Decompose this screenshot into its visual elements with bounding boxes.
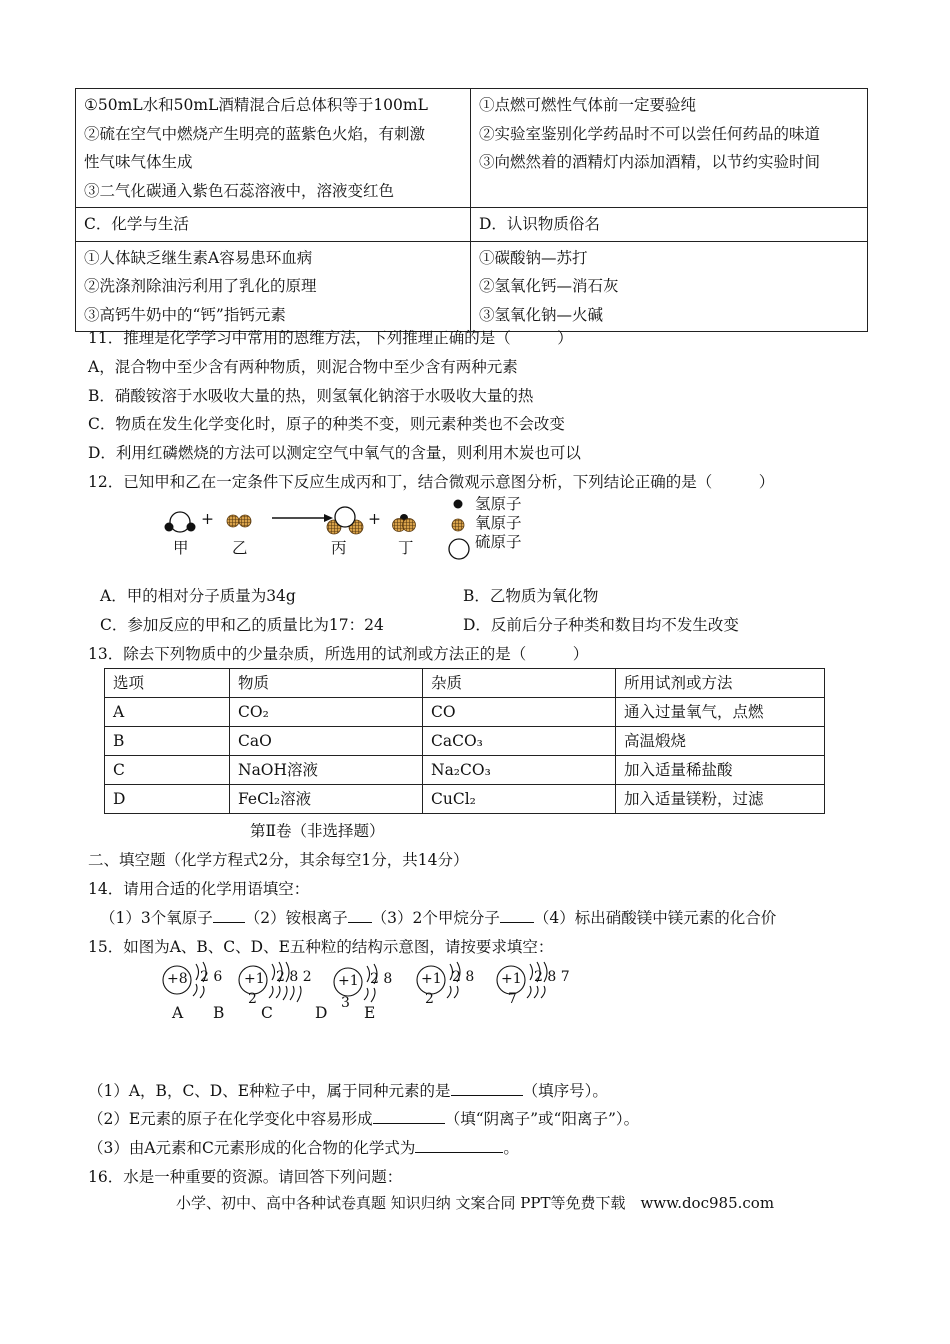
oxygen-atom-icon [452,519,464,531]
table-cell: CO [423,698,616,727]
label-jia: 甲 [173,539,189,557]
sulfur-atom-icon [449,539,469,559]
particle-letter: E [364,1004,376,1022]
hydrogen-atom [165,523,174,532]
label-bing: 丙 [331,539,347,557]
q12-option-b: B．乙物质为氧化物 [463,587,599,605]
cell-line: ②硫在空气中燃烧产生明亮的蓝紫色火焰，有刺激 [84,124,426,143]
nucleus-charge: +1 [421,971,442,987]
question-13-stem: 13．除去下列物质中的少量杂质，所选用的试剂或方法正的是（ ） [88,645,589,663]
answer-blank[interactable] [348,908,372,923]
plus-sign: + [201,510,214,528]
cell-line: ①人体缺乏继生素A容易患环血病 [84,248,313,267]
cell-line: ③二气化碳通入紫色石蕊溶液中，溶液变红色 [84,181,395,200]
table-cell [471,241,868,332]
cell-line: ②实验室鉴别化学药品时不可以尝任何药品的味道 [479,124,821,143]
q11-option-b: B．硝酸铵溶于水吸收大量的热，则氢氧化钠溶于水吸收大量的热 [88,387,534,405]
table-cell: CaCO₃ [423,727,616,756]
molecule-yi [227,515,251,527]
table-header: 物质 [230,669,423,698]
legend-sulfur: 硫原子 [475,533,522,551]
answer-blank[interactable] [373,1109,445,1124]
nucleus-charge: +1 [244,971,265,987]
cell-line: ③氢氧化钠—火碱 [479,305,604,324]
q11-option-d: D．利用红磷燃烧的方法可以测定空气中氧气的含量，则利用木炭也可以 [88,444,581,462]
table-cell: 通入过量氧气，点燃 [616,698,825,727]
sulfur-atom [335,507,355,527]
answer-blank[interactable] [415,1138,503,1153]
label-ding: 丁 [398,539,414,557]
electron-shells: 2 8 2 [276,969,312,985]
q15-part-1-text: （1）A，B，C、D、E种粒子中，属于同种元素的是 [88,1082,451,1100]
question-15-stem: 15．如图为A、B、C、D、E五种粒的结构示意图，请按要求填空： [88,938,554,956]
table-cell: 高温煅烧 [616,727,825,756]
table-header: 所用试剂或方法 [616,669,825,698]
hydrogen-atom-icon [454,500,463,509]
q15-part-3-text: （3）由A元素和C元素形成的化合物的化学式为 [88,1139,416,1157]
table-cell: NaOH溶液 [230,756,423,785]
cell-line: ③高钙牛奶中的“钙”指钙元素 [84,305,286,324]
table-cell: B [105,727,230,756]
electron-shells: 2 8 [370,971,393,987]
q14-part-3: （3）2个甲烷分子 [371,909,500,927]
q15-part-3 [88,1136,519,1158]
table-cell: C．化学与生活 [76,208,471,242]
table-cell: Na₂CO₃ [423,756,616,785]
table-cell: D [105,785,230,814]
cell-line: ①点燃可燃性气体前一定要验纯 [479,96,697,114]
q15-part-1 [88,1079,608,1101]
question-12-stem: 12．已知甲和乙在一定条件下反应生成丙和丁，结合微观示意图分析，下列结论正确的是（ ） [88,473,775,491]
table-row [105,756,825,785]
cell-line: ①50mL水和50mL酒精混合后总体积等于100mL [84,96,428,114]
impurity-table [104,668,825,814]
particle-letter: B [213,1004,225,1022]
table-cell: A [105,698,230,727]
molecule-bing [327,507,363,534]
oxygen-atom [403,519,416,532]
plus-sign: + [368,510,381,528]
q12-option-c: C．参加反应的甲和乙的质量比为17：24 [100,616,384,634]
table-cell [76,89,471,208]
atom-subscript: 2 [248,991,257,1007]
q15-part-2-suffix: （填“阴离子”或“阳离子”）。 [444,1110,640,1128]
question-11-stem: 11．推理是化学学习中常用的恩维方法，下列推理正确的是（ ） [88,329,573,347]
q15-part-2 [88,1107,639,1129]
page-footer: 小学、初中、高中各种试卷真题 知识归纳 文案合同 PPT等免费下载 www.doc985.com [175,1194,775,1212]
nucleus-charge: +1 [501,971,522,987]
table-cell: CaO [230,727,423,756]
cell-line: ②氢氧化钙—消石灰 [479,277,619,295]
question-16-stem: 16．水是一种重要的资源。请回答下列问题： [88,1168,403,1186]
q11-option-a: A，混合物中至少含有两种物质，则泥合物中至少含有两种元素 [88,358,518,376]
atom-legend-icons [445,492,475,562]
particle-letter: A [172,1004,184,1022]
table-cell [76,241,471,332]
cell-line: ③向燃然着的酒精灯内添加酒精，以节约实验时间 [479,153,821,171]
atom-subscript: 3 [341,995,350,1011]
answer-blank[interactable] [213,908,245,923]
electron-shells: 2 8 [452,969,475,985]
question-14-stem: 14．请用合适的化学用语填空： [88,880,310,898]
q15-part-3-suffix: 。 [503,1139,519,1157]
q14-part-2: （2）铵根离子 [244,909,348,927]
particle-letter: D [315,1004,328,1022]
comparison-table [75,88,868,332]
legend-oxygen: 氧原子 [475,514,522,532]
table-cell: 加入适量稀盐酸 [616,756,825,785]
cell-line: ②洗涤剂除油污利用了乳化的原理 [84,277,317,295]
molecule-ding [393,514,416,532]
label-yi: 乙 [232,539,248,557]
table-row [105,785,825,814]
electron-shells: 2 6 [200,969,223,985]
table-header-row [105,669,825,698]
table-row [105,698,825,727]
q15-part-2-text: （2）E元素的原子在化学变化中容易形成 [88,1110,373,1128]
table-cell: CuCl₂ [423,785,616,814]
nucleus-charge: +1 [338,973,359,989]
q15-part-1-suffix: （填序号）。 [522,1082,608,1100]
table-header: 选项 [105,669,230,698]
table-row [105,727,825,756]
oxygen-atom [227,515,239,527]
q12-option-a: A．甲的相对分子质量为34g [100,587,296,605]
table-cell: CO₂ [230,698,423,727]
hydrogen-atom [187,523,196,532]
q14-answer-line [100,906,776,928]
cell-line: ①碳酸钠—苏打 [479,248,588,267]
electron-shells: 2 8 7 [534,969,570,985]
q14-part-1: （1）3个氧原子 [100,909,213,927]
table-header: 杂质 [423,669,616,698]
q11-option-c: C．物质在发生化学变化时，原子的种类不变，则元素种类也不会改变 [88,415,565,433]
table-cell: D．认识物质俗名 [471,208,868,242]
table-cell: 加入适量镁粉，过滤 [616,785,825,814]
legend-hydrogen: 氢原子 [475,495,522,513]
table-cell [471,89,868,208]
q12-option-d: D．反前后分子种类和数目均不发生改变 [463,616,739,634]
section-heading: 二、填空题（化学方程式2分，其余每空1分，共14分） [88,851,469,869]
q14-part-4: （4）标出硝酸镁中镁元素的化合价 [533,909,777,927]
table-cell: FeCl₂溶液 [230,785,423,814]
answer-blank[interactable] [500,908,534,923]
nucleus-charge: +8 [167,971,188,987]
atom-subscript: 7 [508,991,517,1007]
part-ii-title: 第Ⅱ卷（非选择题） [250,822,385,840]
oxygen-atom [239,515,251,527]
cell-line: 性气味气体生成 [84,153,193,171]
particle-letter: C [261,1004,273,1022]
table-cell: C [105,756,230,785]
answer-blank[interactable] [451,1081,523,1096]
atom-subscript: 2 [425,991,434,1007]
molecule-jia [165,512,196,532]
